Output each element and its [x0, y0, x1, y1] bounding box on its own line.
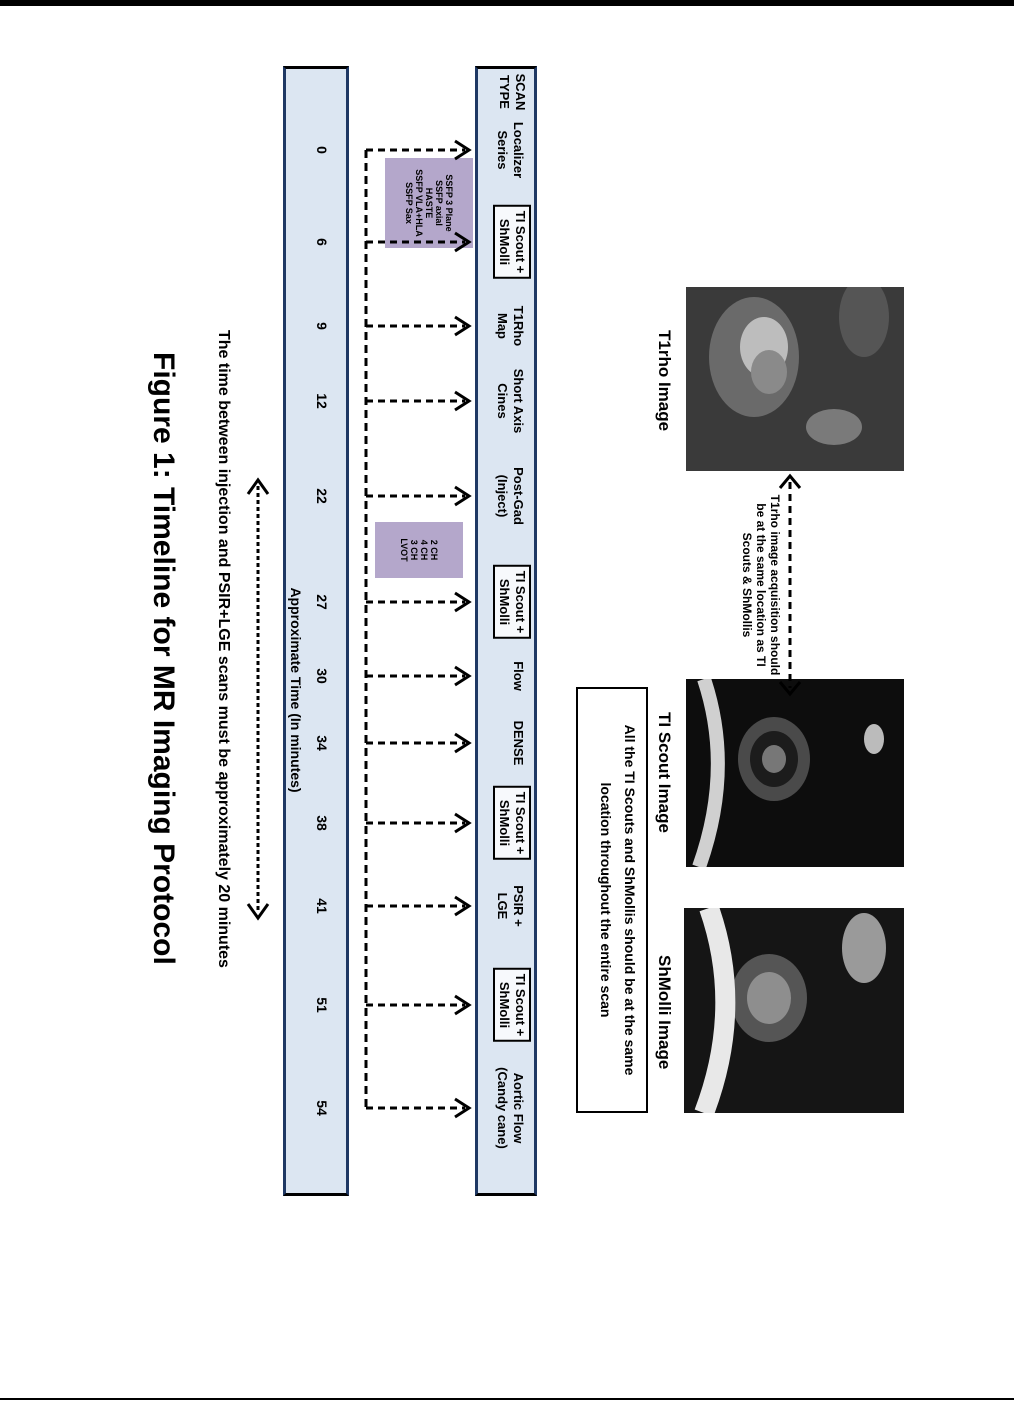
t1rho-note-line: T1rho image acquisition should: [768, 494, 782, 676]
scan-cell-line: (Inject): [495, 474, 510, 518]
time-tick-label: 41: [314, 898, 330, 914]
time-tick-label: 6: [314, 238, 330, 246]
shmolli-caption: ShMolli Image: [655, 955, 674, 1070]
localizer-detail: SSFP Sax: [404, 182, 414, 224]
cine-view: LVOT: [399, 538, 409, 562]
cine-view: 3 CH: [409, 539, 419, 561]
time-tick-label: 22: [314, 488, 330, 504]
time-tick-label: 12: [314, 393, 330, 409]
scan-cell-line: ShMolli: [497, 981, 512, 1029]
localizer-detail: SSFP axial: [434, 180, 444, 226]
scan-header-line: TYPE: [497, 75, 512, 109]
scan-cell-line: Cines: [495, 383, 510, 419]
scan-cell-line: TI Scout +: [513, 973, 528, 1037]
interval-arrow: [242, 474, 272, 924]
ti-scout-caption: TI Scout Image: [655, 712, 674, 833]
scan-cell-line: (Candy cane): [495, 1067, 510, 1149]
time-tick-label: 51: [314, 997, 330, 1013]
t1rho-note-line: Scouts & ShMollis: [740, 532, 754, 638]
interval-footnote: The time between injection and PSIR+LGE scans must be approximately 20 minutes: [215, 330, 232, 968]
scout-note-line: location throughout the entire scan: [598, 782, 614, 1018]
scan-cell-line: Map: [495, 312, 510, 339]
localizer-detail: SSFP VLA+HLA: [414, 169, 424, 237]
t1rho-caption: T1rho Image: [655, 330, 674, 432]
scan-cell-line: Localizer: [511, 121, 526, 179]
cine-view: 2 CH: [429, 539, 439, 561]
time-tick-label: 30: [314, 668, 330, 684]
scan-cell-line: Short Axis: [511, 368, 526, 434]
scan-cell-line: Series: [495, 130, 510, 170]
scan-cell-line: PSIR +: [511, 885, 526, 927]
figure-title: Figure 1: Timeline for MR Imaging Protocol: [147, 352, 180, 965]
scan-cell-line: T1Rho: [511, 305, 526, 347]
scout-note-line: All the TI Scouts and ShMollis should be at the same: [622, 724, 638, 1076]
scan-cell-line: Post-Gad: [511, 467, 526, 525]
time-tick-label: 27: [314, 594, 330, 610]
scan-cell-line: Flow: [511, 661, 526, 691]
localizer-detail: HASTE: [424, 187, 434, 219]
scan-cell-line: TI Scout +: [513, 570, 528, 634]
time-tick-label: 34: [314, 735, 330, 751]
scan-cell-line: LGE: [495, 892, 510, 920]
scan-header-line: SCAN: [513, 73, 528, 111]
time-tick-label: 38: [314, 815, 330, 831]
cine-view: 4 CH: [419, 539, 429, 561]
scan-cell-line: TI Scout +: [513, 791, 528, 855]
time-tick-label: 0: [314, 146, 330, 154]
time-axis-label: Approximate Time (In minutes): [288, 587, 304, 793]
scan-cell-line: ShMolli: [497, 218, 512, 266]
scan-cell-line: ShMolli: [497, 578, 512, 626]
localizer-detail: SSFP 3 Plane: [444, 174, 454, 232]
t1rho-note-line: be at the same location as TI: [754, 503, 768, 667]
scan-cell-line: TI Scout +: [513, 210, 528, 274]
time-tick-label: 54: [314, 1100, 330, 1116]
scan-cell-line: ShMolli: [497, 799, 512, 847]
scan-cell-line: DENSE: [511, 720, 526, 766]
scan-cell-line: Aortic Flow: [511, 1072, 526, 1144]
time-tick-label: 9: [314, 322, 330, 330]
